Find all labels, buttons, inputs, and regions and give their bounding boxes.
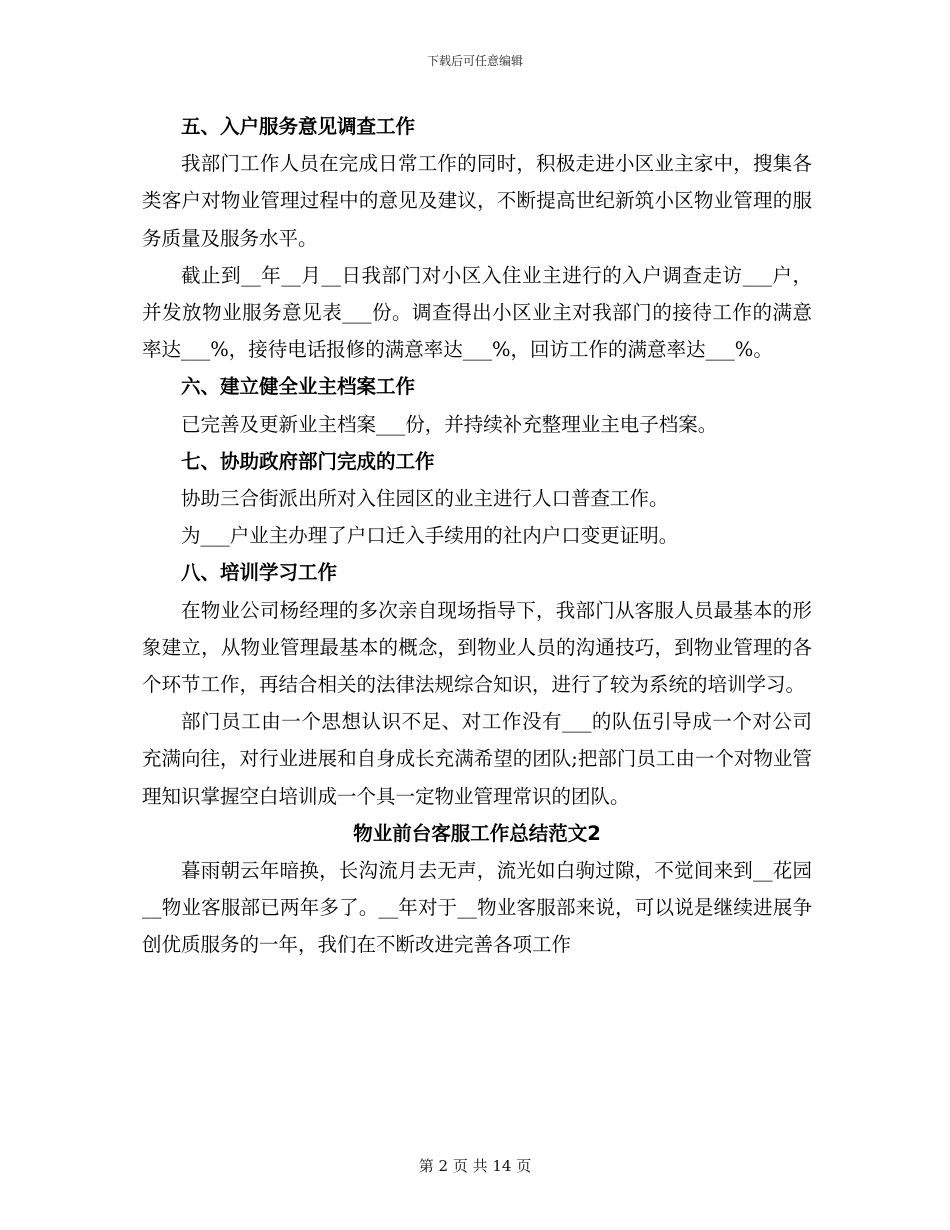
section-heading-7: 七、协助政府部门完成的工作 — [181, 449, 435, 473]
document-title: 物业前台客服工作总结范文2 — [353, 821, 601, 845]
paragraph: 我部门工作人员在完成日常工作的同时，积极走进小区业主家中，搜集各类客户对物业管理过程中的意见及建议，不断提高世纪新筑小区物业管理的服务质量及服务水平。 — [142, 152, 812, 250]
paragraph: 协助三合街派出所对入住园区的业主进行人口普查工作。 — [181, 487, 669, 511]
paragraph: 部门员工由一个思想认识不足、对工作没有___的队伍引导成一个对公司充满向往，对行业进展和自身成长充满希望的团队;把部门员工由一个对物业管理知识掌握空白培训成一个具一定物业管理常识的团队。 — [142, 710, 812, 808]
section-heading-8: 八、培训学习工作 — [181, 561, 338, 585]
paragraph: 为___户业主办理了户口迁入手续用的社内户口变更证明。 — [181, 524, 679, 548]
section-heading-5: 五、入户服务意见调查工作 — [181, 115, 416, 138]
paragraph: 暮雨朝云年暗换，长沟流月去无声，流光如白驹过隙，不觉间来到__花园__物业客服部已两年多了。__年对于__物业客服部来说，可以说是继续进展争创优质服务的一年，我们在不断改进完善各项工作 — [142, 859, 812, 957]
document-body — [142, 108, 812, 964]
paragraph: 截止到__年__月__日我部门对小区入住业主进行的入户调查走访___户，并发放物业服务意见表___份。调查得出小区业主对我部门的接待工作的满意率达___%，接待电话报修的满意率达___%，回访工作的满意率达___%。 — [142, 263, 812, 362]
paragraph: 在物业公司杨经理的多次亲自现场指导下，我部门从客服人员最基本的形象建立，从物业管理最基本的概念，到物业人员的沟通技巧，到物业管理的各个环节工作，再结合相关的法律法规综合知识，进行了较为系统的培训学习。 — [142, 598, 812, 697]
page-footer: 第 2 页 共 14 页 — [418, 1157, 532, 1175]
section-heading-6: 六、建立健全业主档案工作 — [181, 375, 416, 399]
page-header: 下载后可任意编辑 — [426, 54, 523, 68]
paragraph: 已完善及更新业主档案___份，并持续补充整理业主电子档案。 — [181, 412, 718, 436]
